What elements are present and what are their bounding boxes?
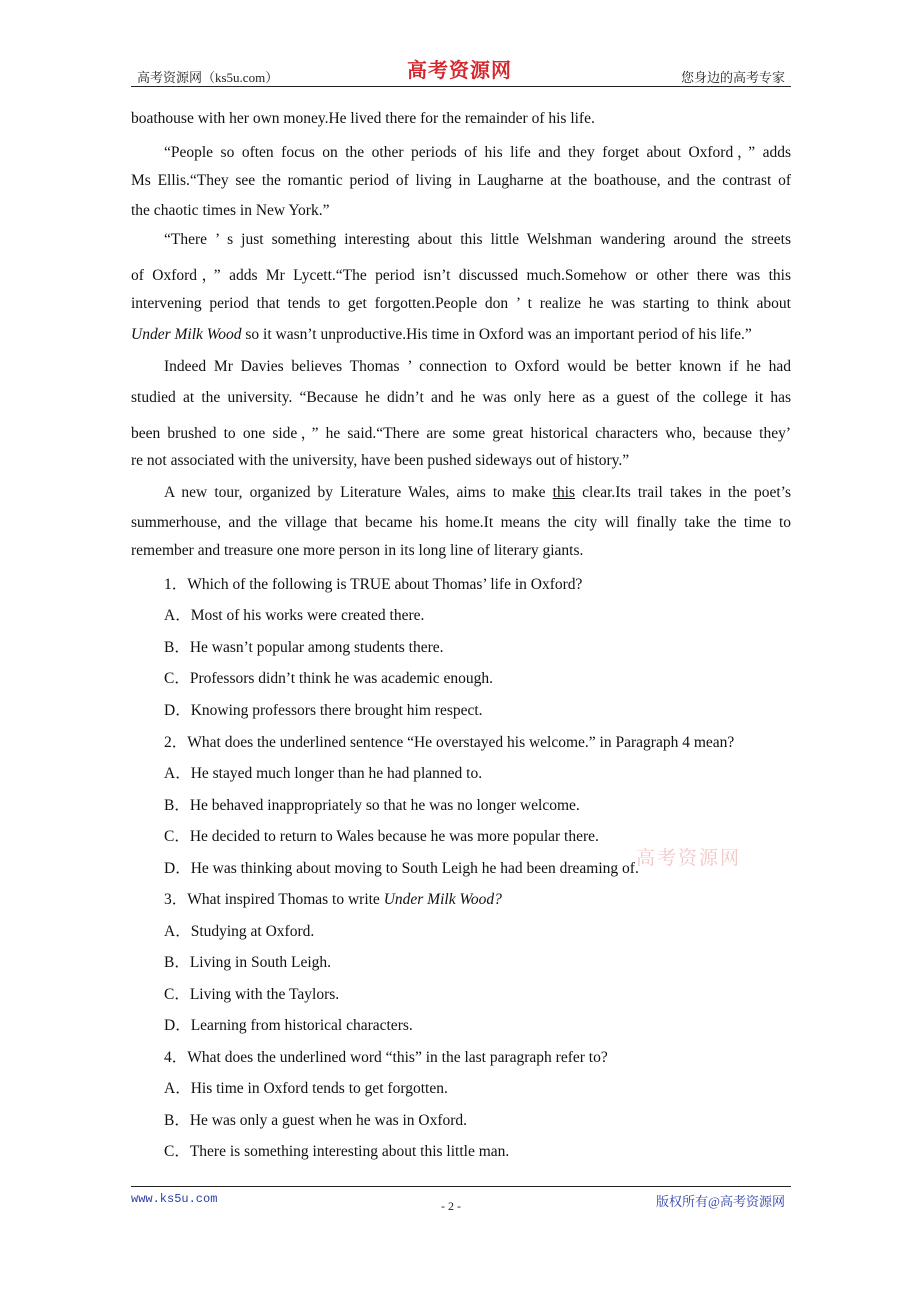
page-number: - 2 - <box>441 1199 461 1213</box>
header-slogan: 您身边的高考专家 <box>680 70 785 85</box>
answer-option: B．He wasn’t popular among students there. <box>164 639 444 656</box>
answer-option: D．Knowing professors there brought him respect. <box>164 702 483 719</box>
answer-option: B．He was only a guest when he was in Oxford. <box>164 1112 468 1129</box>
answer-option: C．Living with the Taylors. <box>164 986 340 1003</box>
footer-copyright: 版权所有@高考资源网 <box>656 1194 785 1209</box>
book-title: Under Milk Wood <box>131 326 242 343</box>
passage-text: clear.Its trail takes in the poet’s <box>575 484 792 501</box>
passage-line: been brushed to one side，” he said.“There are some great historical characters who, because they’ <box>131 425 791 442</box>
answer-option: A．Studying at Oxford. <box>164 923 315 940</box>
watermark: 高考资源网 <box>636 848 742 869</box>
answer-option: C．Professors didn’t think he was academic enough. <box>164 670 494 687</box>
passage-line <box>131 484 791 502</box>
book-title: Under Milk Wood? <box>383 891 502 908</box>
question-stem: 1．Which of the following is TRUE about Thomas’ life in Oxford? <box>164 576 583 593</box>
answer-option: C．There is something interesting about this little man. <box>164 1143 510 1160</box>
underlined-word: this <box>552 484 576 501</box>
passage-line <box>131 326 752 344</box>
passage-line: of Oxford，” adds Mr Lycett.“The period isn’t discussed much.Somehow or other there was this <box>131 267 791 284</box>
passage-line: “There ’ s just something interesting about this little Welshman wandering around the streets <box>164 231 791 248</box>
answer-option: A．He stayed much longer than he had planned to. <box>164 765 483 782</box>
header-logo: 高考资源网 <box>407 60 512 82</box>
page-footer <box>131 1186 791 1227</box>
passage-line: the chaotic times in New York.” <box>131 202 330 219</box>
footer-website-link[interactable]: www.ks5u.com <box>131 1192 218 1206</box>
question-stem <box>164 887 502 909</box>
passage-line: re not associated with the university, have been pushed sideways out of history.” <box>131 452 630 469</box>
answer-option: D．Learning from historical characters. <box>164 1017 413 1034</box>
passage-line: intervening period that tends to get forgotten.People don ’ t realize he was starting to think about <box>131 295 791 312</box>
page-header <box>131 52 791 87</box>
passage-line: summerhouse, and the village that became his home.It means the city will finally take the time to <box>131 514 791 531</box>
answer-option: B．He behaved inappropriately so that he was no longer welcome. <box>164 797 580 814</box>
passage-line: “People so often focus on the other periods of his life and they forget about Oxford，” adds <box>164 144 791 161</box>
answer-option: B．Living in South Leigh. <box>164 954 332 971</box>
question-stem: 4．What does the underlined word “this” in the last paragraph refer to? <box>164 1049 608 1066</box>
answer-option: A．His time in Oxford tends to get forgotten. <box>164 1080 448 1097</box>
passage-line: Ms Ellis.“They see the romantic period of living in Laugharne at the boathouse, and the contrast of <box>131 172 791 189</box>
passage-line: boathouse with her own money.He lived there for the remainder of his life. <box>131 110 595 127</box>
answer-option: C．He decided to return to Wales because he was more popular there. <box>164 828 599 845</box>
passage-text: so it wasn’t unproductive.His time in Oxford was an important period of his life.” <box>241 326 752 343</box>
header-site-name: 高考资源网（ks5u.com） <box>137 70 279 85</box>
passage-line: studied at the university. “Because he didn’t and he was only here as a guest of the college it has <box>131 389 791 406</box>
passage-text: A new tour, organized by Literature Wales, aims to make <box>164 484 553 501</box>
answer-option: D．He was thinking about moving to South Leigh he had been dreaming of. <box>164 860 639 877</box>
question-stem-text: 3．What inspired Thomas to write <box>164 891 384 908</box>
question-stem: 2．What does the underlined sentence “He overstayed his welcome.” in Paragraph 4 mean? <box>164 734 735 751</box>
passage-line: Indeed Mr Davies believes Thomas ’ connection to Oxford would be better known if he had <box>164 358 791 375</box>
answer-option: A．Most of his works were created there. <box>164 607 425 624</box>
passage-line: remember and treasure one more person in its long line of literary giants. <box>131 542 584 559</box>
